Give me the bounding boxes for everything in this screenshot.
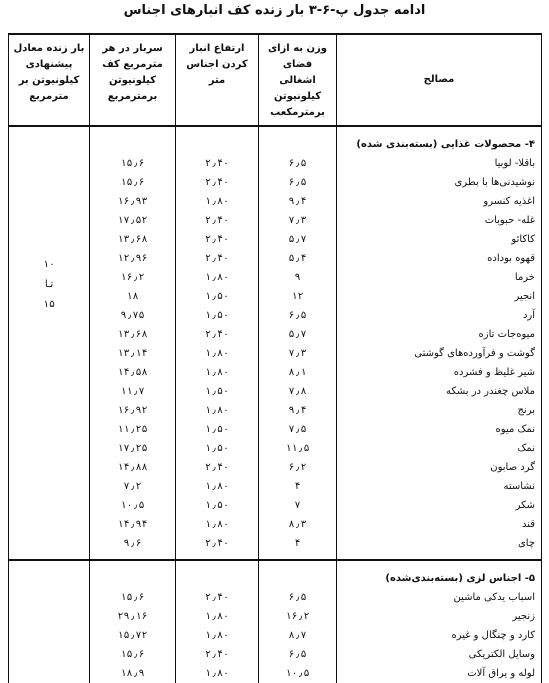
height-cell: ۲٫۴۰ xyxy=(176,230,259,249)
surcharge-cell: ۱۵٫۶ xyxy=(90,154,176,173)
surcharge-cell: ۱۴٫۸۸ xyxy=(90,458,176,477)
height-cell: ۲٫۴۰ xyxy=(176,325,259,344)
material-cell: غله- حبوبات xyxy=(337,211,542,230)
weight-cell: ۹٫۴ xyxy=(259,192,337,211)
material-cell: باقلا- لوبیا xyxy=(337,154,542,173)
spacer-row xyxy=(9,553,542,560)
section5-title: ۵- اجناس لزی (بسته‌بندی‌شده) xyxy=(337,569,542,588)
surcharge-cell: ۱۴٫۹۴ xyxy=(90,515,176,534)
table-row xyxy=(9,626,542,645)
material-cell: قهوه بوداده xyxy=(337,249,542,268)
table-row xyxy=(9,645,542,664)
header-weight: وزن به ازای فضای اشغالی کیلونیوتن برمترمکعب xyxy=(259,34,337,126)
material-cell: کاکائو xyxy=(337,230,542,249)
surcharge-cell: ۱۱٫۲۵ xyxy=(90,420,176,439)
material-cell: چای xyxy=(337,534,542,553)
surcharge-cell: ۱۶٫۲ xyxy=(90,268,176,287)
equivalent-cell xyxy=(9,626,90,645)
weight-cell: ۱۰٫۵ xyxy=(259,664,337,683)
material-cell: گوشت و فرآورده‌های گوشتی xyxy=(337,344,542,363)
weight-cell: ۱۱٫۵ xyxy=(259,439,337,458)
height-cell: ۲٫۴۰ xyxy=(176,211,259,230)
section4-equivalent xyxy=(9,135,90,553)
weight-cell: ۴ xyxy=(259,534,337,553)
weight-cell: ۵٫۷ xyxy=(259,230,337,249)
material-cell: اسباب یدکی ماشین xyxy=(337,588,542,607)
header-material: مصالح xyxy=(337,34,542,126)
weight-cell: ۱۲ xyxy=(259,287,337,306)
section-title-row xyxy=(9,569,542,588)
height-cell: ۲٫۴۰ xyxy=(176,154,259,173)
material-cell: شیر غلیظ و فشرده xyxy=(337,363,542,382)
weight-cell: ۴ xyxy=(259,477,337,496)
surcharge-cell: ۲۹٫۱۶ xyxy=(90,607,176,626)
material-cell: آرد xyxy=(337,306,542,325)
height-cell: ۱٫۸۰ xyxy=(176,268,259,287)
weight-cell: ۷٫۵ xyxy=(259,420,337,439)
surcharge-cell: ۱۱٫۷ xyxy=(90,382,176,401)
weight-cell: ۸٫۱ xyxy=(259,363,337,382)
weight-cell: ۱۶٫۲ xyxy=(259,607,337,626)
surcharge-cell: ۷٫۲ xyxy=(90,477,176,496)
surcharge-cell: ۱۳٫۱۴ xyxy=(90,344,176,363)
material-cell: ملاس چغندر در بشکه xyxy=(337,382,542,401)
header-height: ارتفاع انبار کردن اجناس متر xyxy=(176,34,259,126)
height-cell: ۱٫۸۰ xyxy=(176,515,259,534)
header-surcharge: سربار در هر مترمربع کف کیلونیوتن برمترمربع xyxy=(90,34,176,126)
surcharge-cell: ۱۵٫۷۲ xyxy=(90,626,176,645)
surcharge-cell: ۱۰٫۵ xyxy=(90,496,176,515)
equivalent-cell xyxy=(9,645,90,664)
surcharge-cell: ۹٫۶ xyxy=(90,534,176,553)
section4-title: ۴- محصولات غذایی (بسته‌بندی شده) xyxy=(337,135,542,154)
equivalent-cell xyxy=(9,588,90,607)
height-cell: ۲٫۴۰ xyxy=(176,534,259,553)
material-cell: برنج xyxy=(337,401,542,420)
height-cell: ۲٫۴۰ xyxy=(176,645,259,664)
height-cell: ۱٫۸۰ xyxy=(176,363,259,382)
surcharge-cell: ۹٫۷۵ xyxy=(90,306,176,325)
surcharge-cell: ۱۲٫۹۶ xyxy=(90,249,176,268)
height-cell: ۱٫۸۰ xyxy=(176,626,259,645)
height-cell: ۱٫۵۰ xyxy=(176,420,259,439)
surcharge-cell: ۱۷٫۵۲ xyxy=(90,211,176,230)
spacer-row xyxy=(9,126,542,135)
weight-cell: ۹ xyxy=(259,268,337,287)
weight-cell: ۷٫۳ xyxy=(259,211,337,230)
live-load-table xyxy=(8,33,542,683)
height-cell: ۲٫۴۰ xyxy=(176,588,259,607)
surcharge-cell: ۱۵٫۶ xyxy=(90,588,176,607)
spacer-row xyxy=(9,560,542,569)
material-cell: گرد صابون xyxy=(337,458,542,477)
surcharge-cell: ۱۳٫۶۸ xyxy=(90,325,176,344)
height-cell: ۱٫۵۰ xyxy=(176,439,259,458)
material-cell: انجیر xyxy=(337,287,542,306)
material-cell: شکر xyxy=(337,496,542,515)
weight-cell: ۹٫۴ xyxy=(259,401,337,420)
weight-cell: ۶٫۵ xyxy=(259,588,337,607)
surcharge-cell: ۱۸٫۹ xyxy=(90,664,176,683)
height-cell: ۲٫۴۰ xyxy=(176,458,259,477)
height-cell: ۱٫۵۰ xyxy=(176,382,259,401)
height-cell: ۱٫۸۰ xyxy=(176,477,259,496)
surcharge-cell: ۱۵٫۶ xyxy=(90,645,176,664)
material-cell: میوه‌جات تازه xyxy=(337,325,542,344)
material-cell: لوله و یراق آلات xyxy=(337,664,542,683)
section-title-row xyxy=(9,135,542,154)
surcharge-cell: ۱۳٫۶۸ xyxy=(90,230,176,249)
material-cell: اغذیه کنسرو xyxy=(337,192,542,211)
table-title: ادامه جدول پ-۶-۳ بار زنده کف انبارهای اجناس xyxy=(123,3,426,18)
height-cell: ۱٫۵۰ xyxy=(176,287,259,306)
material-cell: نمک xyxy=(337,439,542,458)
height-cell: ۱٫۸۰ xyxy=(176,401,259,420)
equivalent-value-low: ۱۰ xyxy=(42,259,56,270)
surcharge-cell: ۱۵٫۶ xyxy=(90,173,176,192)
weight-cell: ۵٫۷ xyxy=(259,325,337,344)
weight-cell: ۶٫۵ xyxy=(259,645,337,664)
height-cell: ۱٫۵۰ xyxy=(176,496,259,515)
equivalent-value-high: ۱۵ xyxy=(42,299,56,310)
surcharge-cell: ۱۷٫۲۵ xyxy=(90,439,176,458)
material-cell: زنجیر xyxy=(337,607,542,626)
height-cell: ۲٫۴۰ xyxy=(176,249,259,268)
surcharge-cell: ۱۴٫۵۸ xyxy=(90,363,176,382)
height-cell: ۱٫۸۰ xyxy=(176,607,259,626)
weight-cell: ۶٫۲ xyxy=(259,458,337,477)
weight-cell: ۷٫۳ xyxy=(259,344,337,363)
table-row xyxy=(9,607,542,626)
weight-cell: ۶٫۵ xyxy=(259,154,337,173)
weight-cell: ۷٫۸ xyxy=(259,382,337,401)
weight-cell: ۸٫۳ xyxy=(259,515,337,534)
material-cell: کارد و چنگال و غیره xyxy=(337,626,542,645)
material-cell: وسایل الکتریکی xyxy=(337,645,542,664)
surcharge-cell: ۱۶٫۹۳ xyxy=(90,192,176,211)
equivalent-value-to: تا xyxy=(42,279,56,290)
height-cell: ۱٫۵۰ xyxy=(176,306,259,325)
height-cell: ۱٫۸۰ xyxy=(176,664,259,683)
weight-cell: ۷ xyxy=(259,496,337,515)
material-cell: نوشیدنی‌ها با بطری xyxy=(337,173,542,192)
equivalent-cell xyxy=(9,607,90,626)
table-body xyxy=(9,126,542,683)
material-cell: نشاسته xyxy=(337,477,542,496)
header-row xyxy=(9,34,542,126)
weight-cell: ۶٫۵ xyxy=(259,173,337,192)
material-cell: نمک میوه xyxy=(337,420,542,439)
weight-cell: ۵٫۴ xyxy=(259,249,337,268)
header-equivalent: بار زنده معادل پیشنهادی کیلونیوتن بر مترمربع xyxy=(9,34,90,126)
weight-cell: ۸٫۷ xyxy=(259,626,337,645)
surcharge-cell: ۱۶٫۹۲ xyxy=(90,401,176,420)
height-cell: ۲٫۴۰ xyxy=(176,173,259,192)
material-cell: خرما xyxy=(337,268,542,287)
weight-cell: ۶٫۵ xyxy=(259,306,337,325)
height-cell: ۱٫۸۰ xyxy=(176,192,259,211)
table-row xyxy=(9,588,542,607)
material-cell: قند xyxy=(337,515,542,534)
surcharge-cell: ۱۸ xyxy=(90,287,176,306)
height-cell: ۱٫۸۰ xyxy=(176,344,259,363)
